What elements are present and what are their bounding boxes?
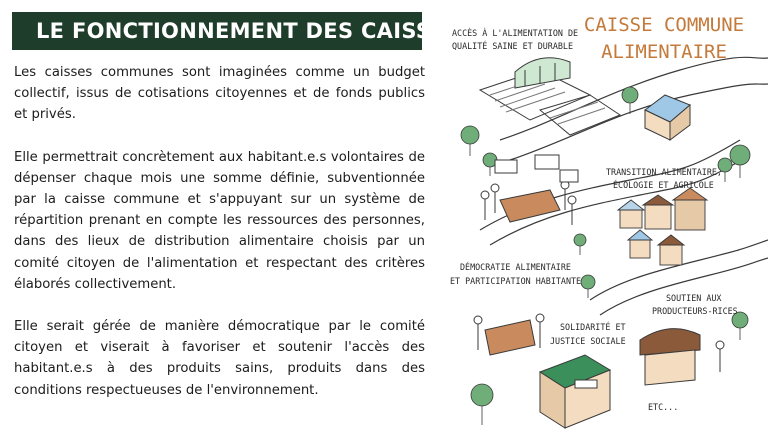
label-soutien-line1: SOUTIEN AUX: [666, 293, 722, 303]
label-soutien-line2: PRODUCTEURS-RICES: [652, 306, 738, 316]
label-democratie-line1: DÉMOCRATIE ALIMENTAIRE: [460, 262, 571, 272]
label-solidarite-line1: SOLIDARITÉ ET: [560, 322, 626, 332]
solar-farm-building: [645, 95, 690, 140]
greenhouse: [515, 58, 570, 88]
paragraph-budget: Les caisses communes sont imaginées comme un budget collectif, issus de cotisations citoyennes et de fonds publics et privés.: [14, 65, 425, 123]
illustration: [440, 0, 768, 441]
body-text: [14, 62, 425, 422]
label-transition-line1: TRANSITION ALIMENTAIRE,: [606, 167, 722, 177]
meeting-scene: [481, 155, 578, 225]
label-acces-line1: ACCÈS À L'ALIMENTATION DE: [452, 28, 579, 38]
paragraph-governance: Elle serait gérée de manière démocratique par le comité citoyen et viserait à favoriser et soutenir l'accès des habitant.e.s à des produits sains, produits dans des conditions respectueuses de l'environnement.: [14, 319, 425, 398]
label-acces-line2: QUALITÉ SAINE ET DURABLE: [452, 41, 574, 51]
market-stall: [474, 314, 544, 355]
paragraph-usage: Elle permettrait concrètement aux habitant.e.s volontaires de dépenser chaque mois une somme définie, subventionnée par la caisse commune et s'appuyant sur un système de répartition prenant en compte les ressources des personnes, dans des lieux de distribution alimentaire choisis par un comité citoyen de l'alimentation et respectant des critères élaborés collectivement.: [14, 149, 425, 292]
epicerie-shop: [540, 355, 610, 428]
illustration-title-line2: ALIMENTAIRE: [601, 41, 727, 63]
title-banner: [12, 12, 462, 50]
label-solidarite-line2: JUSTICE SOCIALE: [550, 336, 626, 346]
label-etc: ETC...: [648, 402, 679, 412]
label-transition-line2: ÉCOLOGIE ET AGRICOLE: [613, 180, 714, 190]
village-houses: [618, 188, 707, 265]
illustration-title-line1: CAISSE COMMUNE: [583, 14, 745, 36]
producer-stall: [640, 329, 724, 385]
page-title: LE FONCTIONNEMENT DES CAISSES: [36, 19, 462, 43]
label-democratie-line2: ET PARTICIPATION HABITANTE: [450, 276, 582, 286]
